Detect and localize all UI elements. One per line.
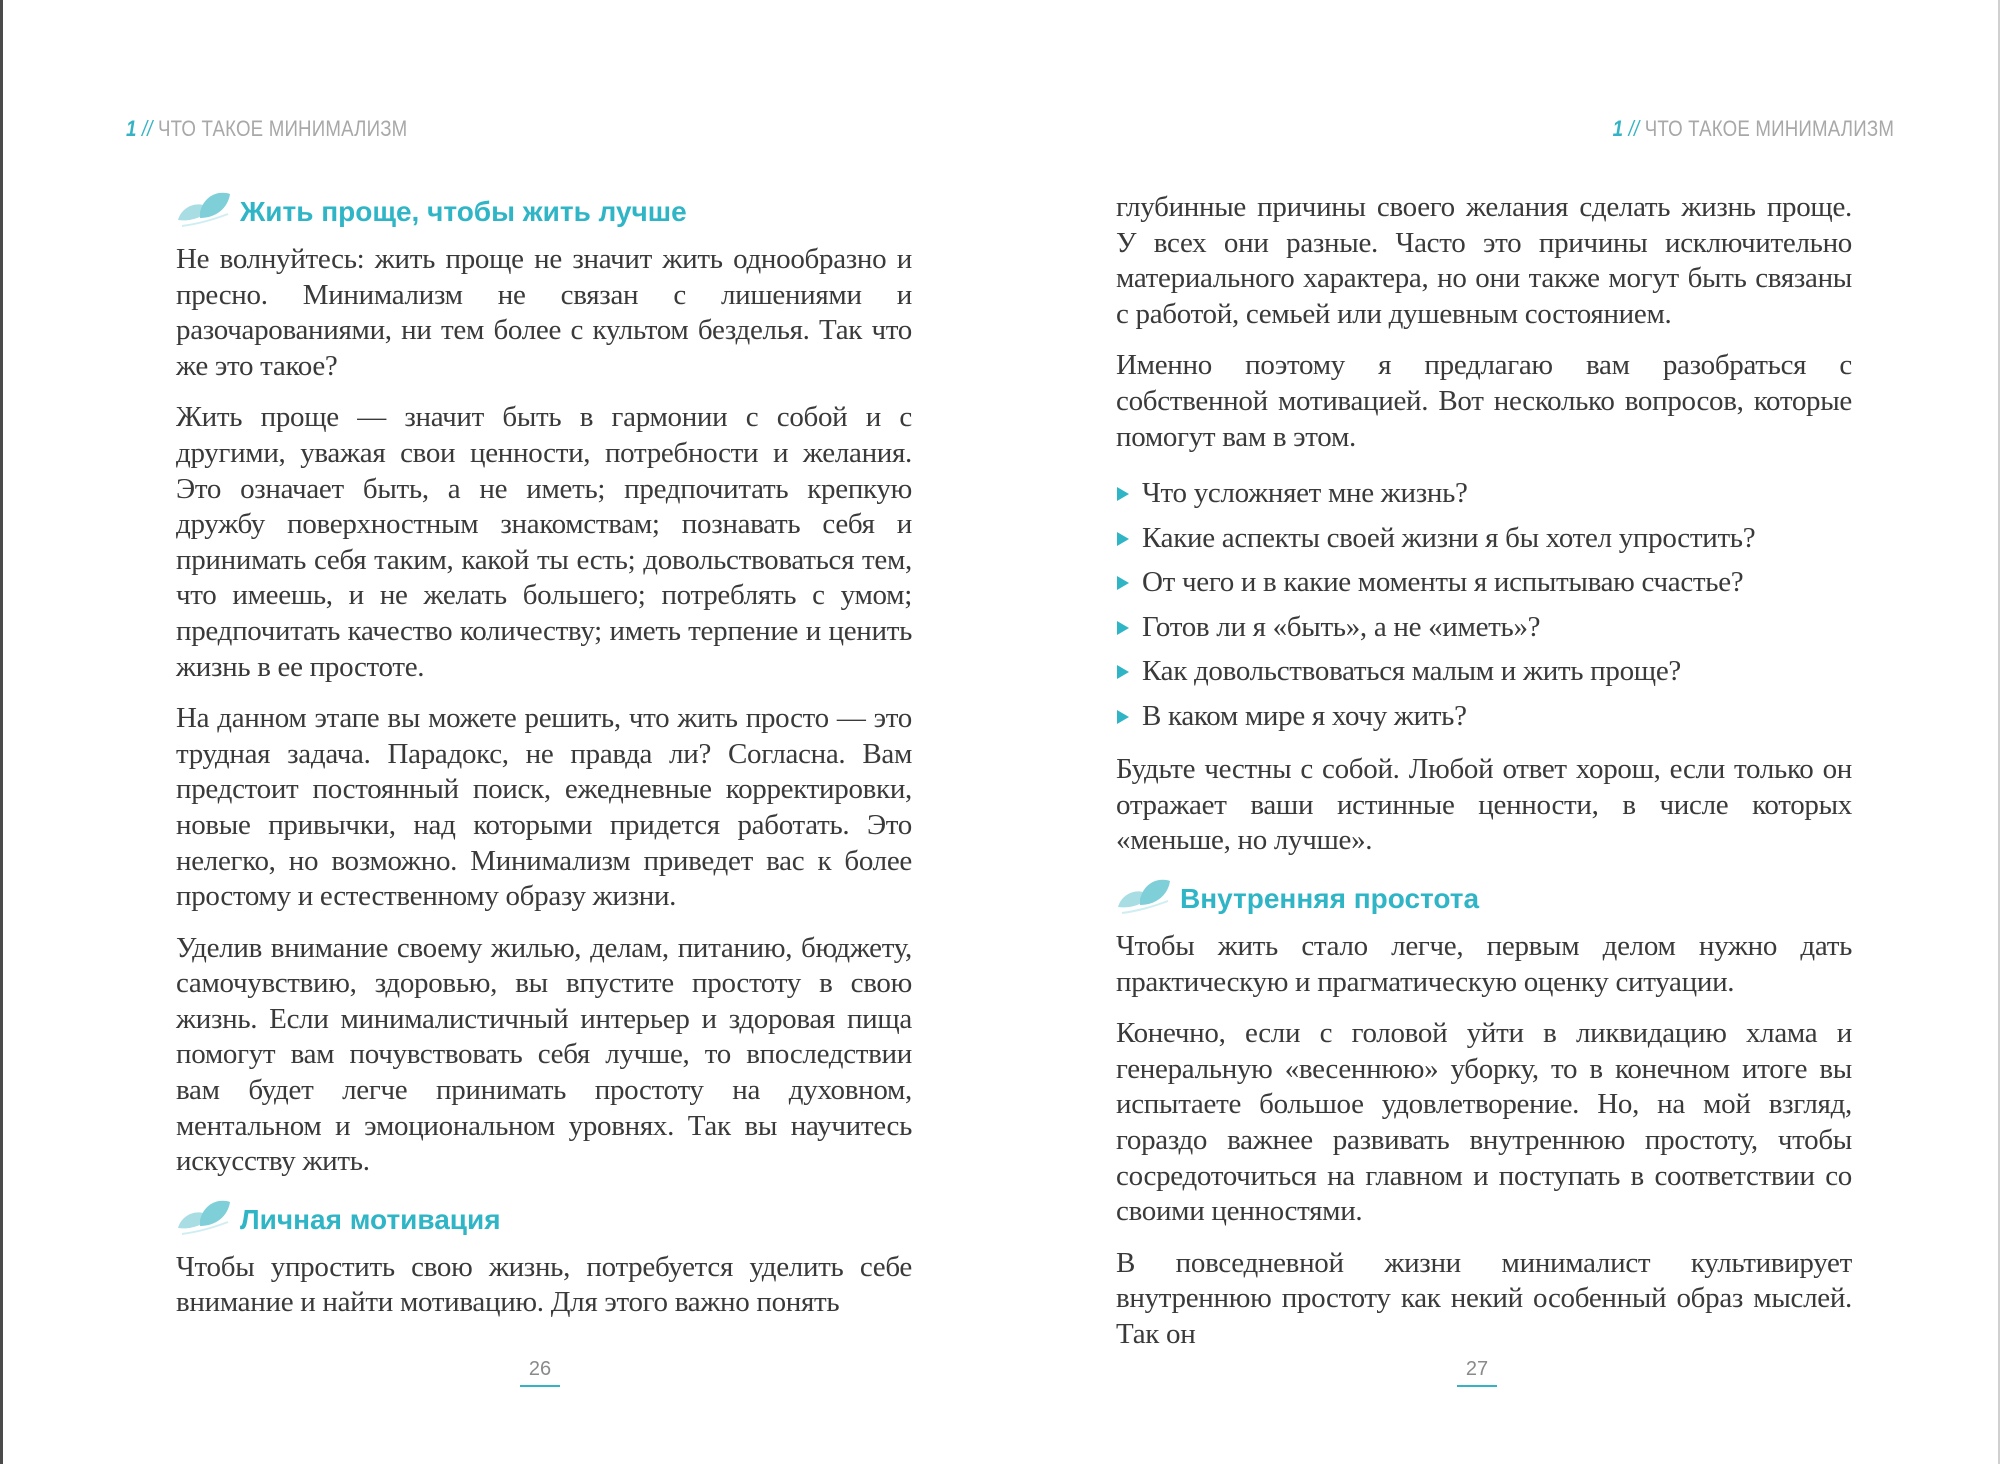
section-heading — [176, 1198, 912, 1248]
question-text: Готов ли я «быть», а не «иметь»? — [1142, 610, 1541, 643]
question-text: Какие аспекты своей жизни я бы хотел упростить? — [1142, 521, 1756, 554]
triangle-bullet-icon — [1116, 664, 1130, 680]
list-item — [1116, 471, 1852, 516]
chapter-title: ЧТО ТАКОЕ МИНИМАЛИЗМ — [158, 116, 408, 141]
paragraph: Уделив внимание своему жилью, делам, питанию, бюджету, самочувствию, здоровью, вы впустите простоту в свою жизнь. Если минималистичный интерьер и здоровая пища помогут вам почувствовать себя лучше, то впоследствии вам будет легче принимать простоту на духовном, ментальном и эмоциональном уровнях. Так вы научитесь искусству жить. — [176, 931, 912, 1178]
chapter-title: ЧТО ТАКОЕ МИНИМАЛИЗМ — [1644, 116, 1894, 141]
paragraph: Конечно, если с головой уйти в ликвидацию хлама и генеральную «весеннюю» уборку, то в конечном итоге вы испытаете большое удовлетворение. Но, на мой взгляд, гораздо важнее развивать внутреннюю простоту, чтобы сосредоточиться на главном и поступать в соответствии со своими ценностями. — [1116, 1017, 1852, 1228]
page-number: 27 — [1457, 1358, 1497, 1387]
section-title: Внутренняя простота — [1180, 882, 1480, 914]
section-title: Жить проще, чтобы жить лучше — [240, 196, 687, 227]
list-item — [1116, 516, 1852, 561]
section-heading — [176, 190, 912, 240]
paragraph: Будьте честны с собой. Любой ответ хорош, если только он отражает ваши истинные ценности, в числе которых «меньше, но лучше». — [1116, 753, 1852, 857]
chapter-number: 1 — [1612, 116, 1624, 141]
list-item — [1116, 694, 1852, 739]
section-heading — [1116, 877, 1852, 927]
question-list — [1116, 471, 1852, 738]
question-text: Как довольствоваться малым и жить проще? — [1142, 655, 1681, 688]
list-item — [1116, 560, 1852, 605]
list-item — [1116, 649, 1852, 694]
paragraph: Именно поэтому я предлагаю вам разобраться с собственной мотивацией. Вот несколько вопросов, которые помогут вам в этом. — [1116, 349, 1852, 453]
chapter-separator: // — [141, 116, 153, 141]
paragraph: Не волнуйтесь: жить проще не значит жить однообразно и пресно. Минимализм не связан с лишениями и разочарованиями, ни тем более с культом безделья. Так что же это такое? — [176, 243, 912, 382]
running-head-left — [126, 116, 407, 142]
paragraph: На данном этапе вы можете решить, что жить просто — это трудная задача. Парадокс, не правда ли? Согласна. Вам предстоит постоянный поиск, ежедневные корректировки, новые привычки, над которыми придется работать. Это нелегко, но возможно. Минимализм приведет вас к более простому и естественному образу жизни. — [176, 702, 912, 913]
list-item — [1116, 605, 1852, 650]
right-text-column — [1116, 190, 1852, 1368]
triangle-bullet-icon — [1116, 575, 1130, 591]
triangle-bullet-icon — [1116, 531, 1130, 547]
paragraph: Чтобы жить стало легче, первым делом нужно дать практическую и прагматическую оценку ситуации. — [1116, 929, 1852, 998]
question-text: Что усложняет мне жизнь? — [1142, 477, 1468, 510]
triangle-bullet-icon — [1116, 486, 1130, 502]
question-text: От чего и в какие моменты я испытываю счастье? — [1142, 566, 1744, 599]
chapter-separator: // — [1628, 116, 1640, 141]
page-number: 26 — [520, 1358, 560, 1387]
paragraph: В повседневной жизни минималист культивирует внутреннюю простоту как некий особенный образ мыслей. Так он — [1116, 1246, 1852, 1350]
paragraph: глубинные причины своего желания сделать жизнь проще. У всех они разные. Часто это причины исключительно материального характера, но они также могут быть связаны с работой, семьей или душевным состоянием. — [1116, 191, 1852, 330]
chapter-number: 1 — [126, 116, 137, 141]
paragraph: Жить проще — значит быть в гармонии с собой и с другими, уважая свои ценности, потребности и желания. Это означает быть, а не иметь; предпочитать крепкую дружбу поверхностным знакомствам; познавать себя и принимать себя таким, какой ты есть; довольствоваться тем, что имеешь, и не желать большего; потреблять с умом; предпочитать качество количеству; иметь терпение и ценить жизнь в ее простоте. — [176, 401, 912, 683]
left-text-column — [176, 190, 912, 1337]
right-page — [1000, 0, 2000, 1464]
paragraph: Чтобы упростить свою жизнь, потребуется уделить себе внимание и найти мотивацию. Для этого важно понять — [176, 1250, 912, 1319]
section-title: Личная мотивация — [240, 1203, 501, 1235]
leaf-icon — [176, 190, 232, 230]
running-head-right — [1613, 116, 1894, 142]
question-text: В каком мире я хочу жить? — [1142, 699, 1467, 732]
leaf-icon — [1116, 877, 1172, 917]
triangle-bullet-icon — [1116, 620, 1130, 636]
triangle-bullet-icon — [1116, 709, 1130, 725]
leaf-icon — [176, 1198, 232, 1238]
